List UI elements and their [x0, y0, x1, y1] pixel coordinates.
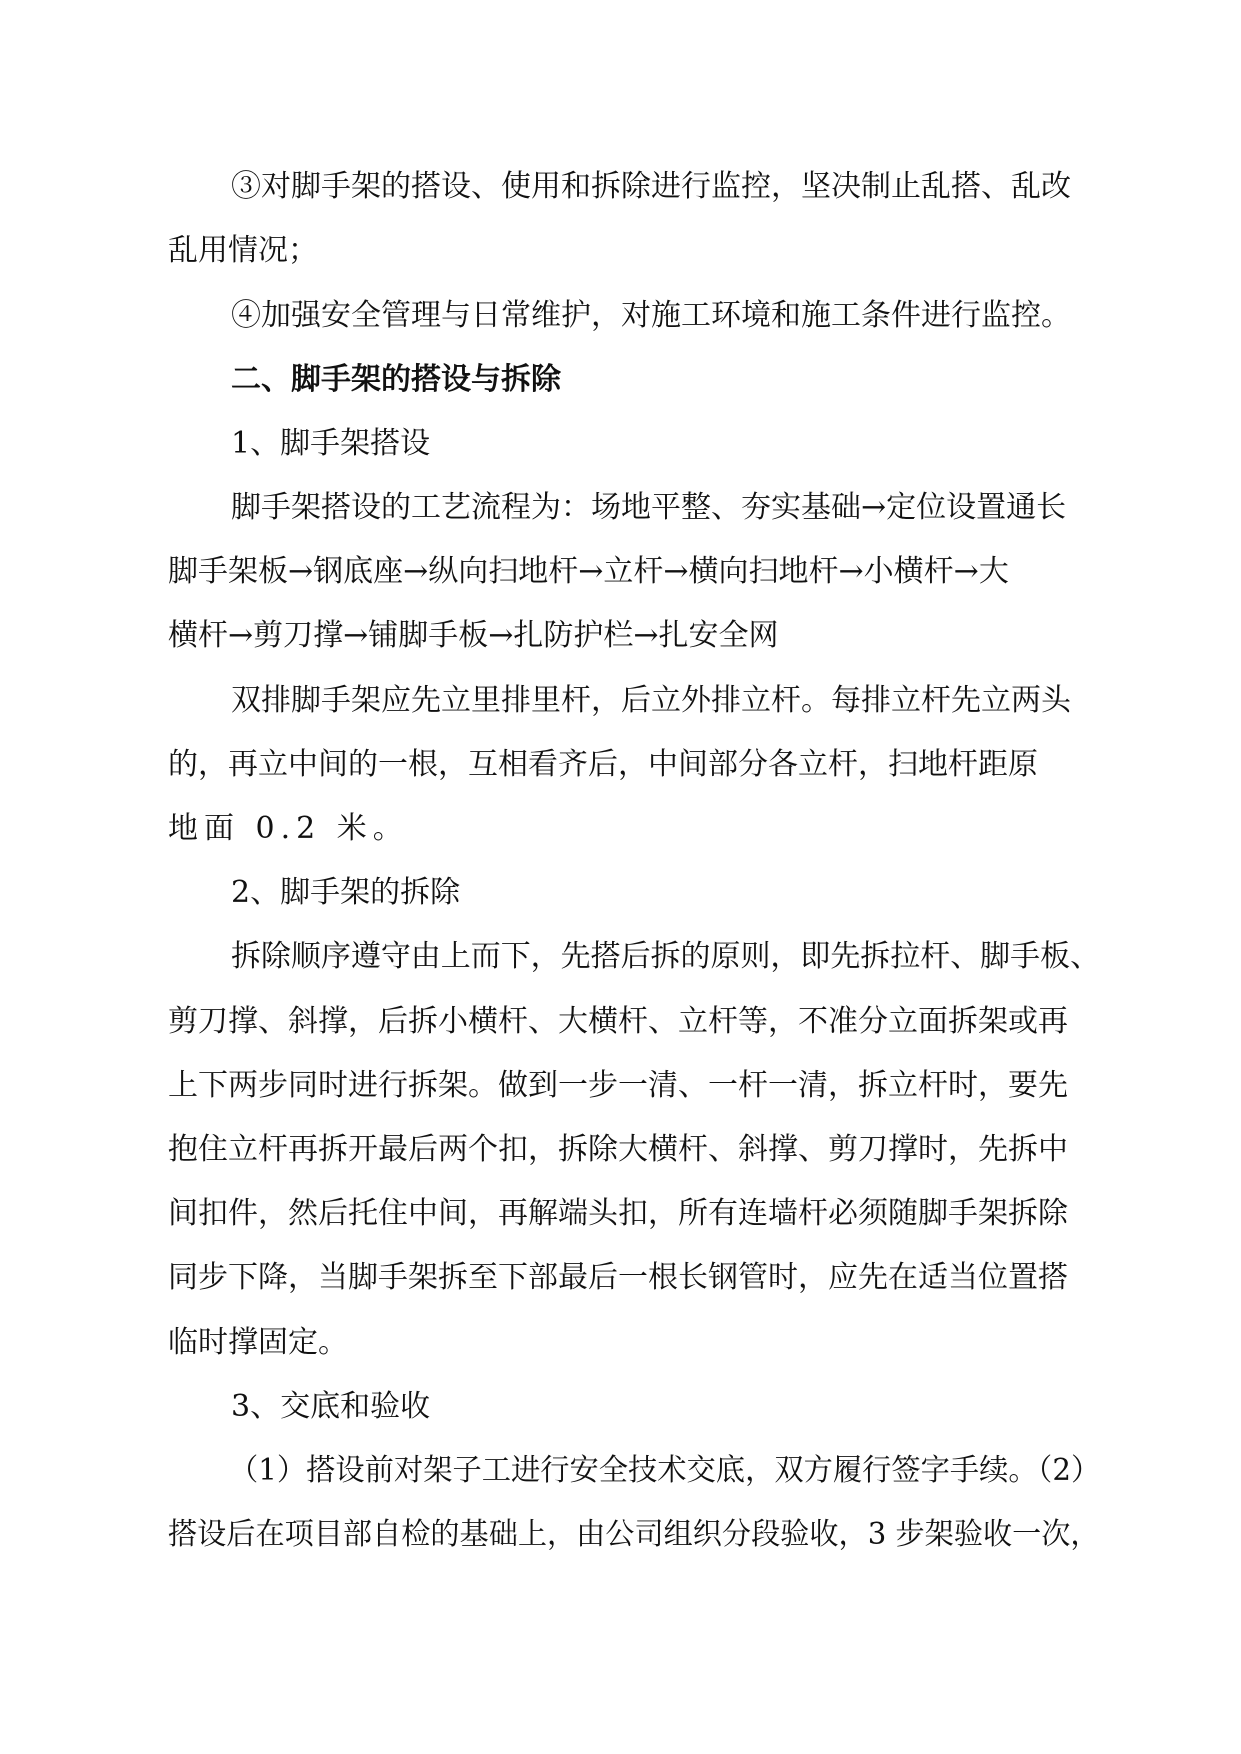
- section-heading: 二、脚手架的搭设与拆除: [231, 362, 561, 397]
- paragraph-line: 双排脚手架应先立里排里杆，后立外排立杆。每排立杆先立两头: [231, 683, 1071, 718]
- paragraph-line: 搭设后在项目部自检的基础上，由公司组织分段验收，3 步架验收一次，: [168, 1517, 1100, 1552]
- subsection-heading: 2、脚手架的拆除: [231, 875, 461, 910]
- paragraph-line: 临时撑固定。: [168, 1325, 348, 1360]
- paragraph-line: ③对脚手架的搭设、使用和拆除进行监控，坚决制止乱搭、乱改: [231, 169, 1071, 204]
- paragraph-line: 脚手架搭设的工艺流程为：场地平整、夯实基础→定位设置通长: [231, 490, 1067, 525]
- paragraph-line: 乱用情况；: [168, 233, 318, 268]
- paragraph-line: 间扣件，然后托住中间，再解端头扣，所有连墙杆必须随脚手架拆除: [168, 1196, 1068, 1231]
- paragraph-line: 拆除顺序遵守由上而下，先搭后拆的原则，即先拆拉杆、脚手板、: [231, 939, 1101, 974]
- paragraph-line: 抱住立杆再拆开最后两个扣，拆除大横杆、斜撑、剪刀撑时，先拆中: [168, 1132, 1068, 1167]
- paragraph-line: （1）搭设前对架子工进行安全技术交底，双方履行签字手续。（2）: [229, 1453, 1101, 1488]
- paragraph-line: 上下两步同时进行拆架。做到一步一清、一杆一清，拆立杆时，要先: [168, 1068, 1068, 1103]
- paragraph-line: 剪刀撑、斜撑，后拆小横杆、大横杆、立杆等，不准分立面拆架或再: [168, 1004, 1068, 1039]
- paragraph-line: 同步下降，当脚手架拆至下部最后一根长钢管时，应先在适当位置搭: [168, 1260, 1068, 1295]
- paragraph-line: ④加强安全管理与日常维护，对施工环境和施工条件进行监控。: [231, 298, 1071, 333]
- paragraph-line: 脚手架板→钢底座→纵向扫地杆→立杆→横向扫地杆→小横杆→大: [168, 554, 1009, 589]
- subsection-heading: 1、脚手架搭设: [231, 426, 431, 461]
- paragraph-line: 横杆→剪刀撑→铺脚手板→扎防护栏→扎安全网: [168, 618, 779, 653]
- subsection-heading: 3、交底和验收: [231, 1389, 431, 1424]
- paragraph-line: 的，再立中间的一根，互相看齐后，中间部分各立杆，扫地杆距原: [168, 747, 1038, 782]
- paragraph-line: 地面 0.2 米。: [168, 811, 409, 846]
